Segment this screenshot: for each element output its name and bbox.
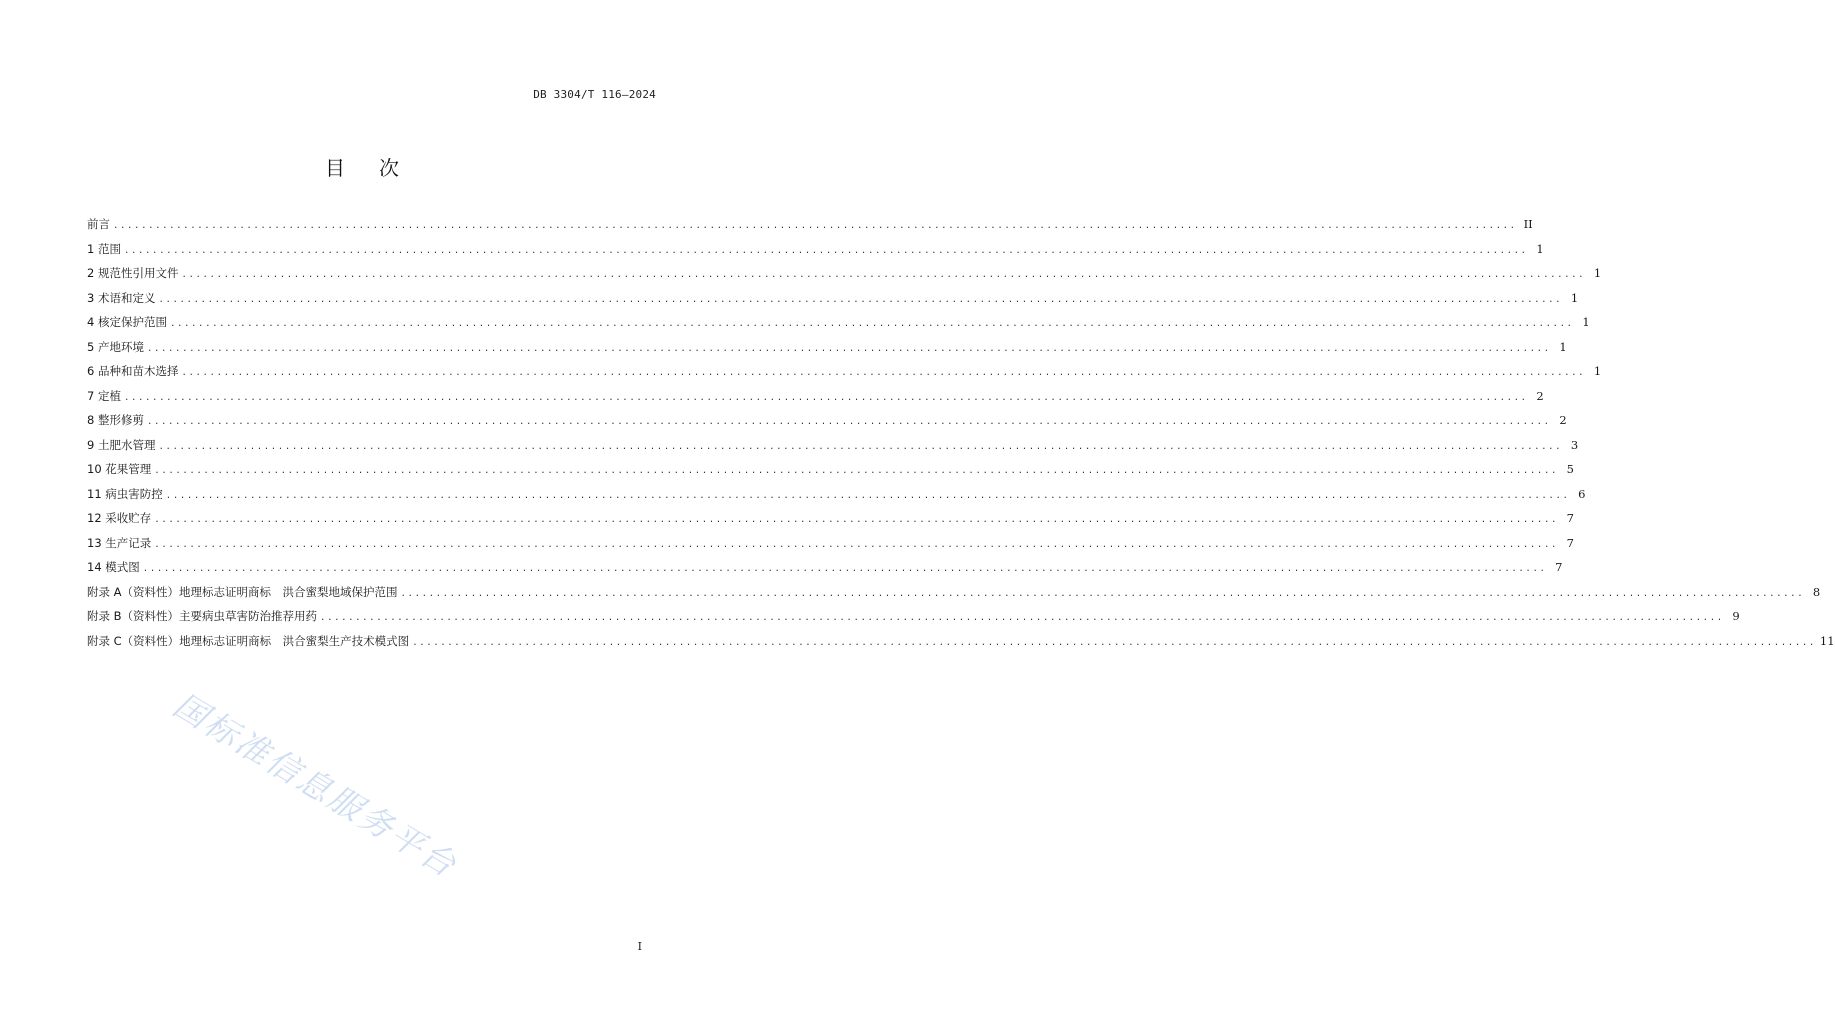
dot-leader: ........................................................................................................................................................................................................ [146, 343, 1551, 354]
dot-leader: ........................................................................................................................................................................................................ [169, 319, 1574, 329]
dot-leader: ........................................................................................................................................................................................................ [181, 368, 1586, 378]
toc-entry-page: 3 [1570, 437, 1579, 452]
dot-leader: ........................................................................................................................................................................................................ [123, 392, 1528, 403]
toc-entry[interactable] [87, 584, 1821, 609]
toc-entry-label: 5 产地环境 [87, 339, 144, 354]
toc-entry[interactable] [87, 510, 1574, 535]
dot-leader: ........................................................................................................................................................................................................ [320, 613, 1724, 623]
toc-entry[interactable] [87, 388, 1544, 413]
toc-entry-page: 7 [1555, 560, 1563, 574]
toc-entry[interactable] [87, 461, 1574, 486]
dot-leader: ........................................................................................................................................................................................................ [154, 466, 1558, 476]
document-code: DB 3304/T 116—2024 [533, 88, 656, 101]
toc-entry[interactable] [87, 290, 1579, 315]
toc-entry-page: 9 [1732, 609, 1740, 623]
toc-entry[interactable] [87, 314, 1590, 339]
dot-leader: ........................................................................................................................................................................................................ [123, 245, 1528, 256]
toc-entry-label: 附录 C（资料性）地理标志证明商标 洪合蜜梨生产技术模式图 [87, 633, 410, 648]
toc-entry-page: 5 [1566, 462, 1574, 476]
toc-entry-page: 7 [1566, 535, 1574, 550]
toc-entry-label: 14 模式图 [87, 560, 140, 574]
toc-entry-label: 3 术语和定义 [87, 290, 156, 305]
toc-entry-label: 13 生产记录 [87, 535, 152, 550]
toc-entry-label: 2 规范性引用文件 [87, 266, 179, 280]
toc-entry-page: 7 [1566, 511, 1574, 525]
toc-entry-label: 附录 A（资料性）地理标志证明商标 洪合蜜梨地域保护范围 [87, 584, 398, 599]
toc-entry[interactable] [87, 216, 1533, 241]
toc-entry-page: 1 [1593, 364, 1602, 378]
table-of-contents [87, 216, 1835, 657]
dot-leader: ........................................................................................................................................................................................................ [146, 417, 1551, 427]
toc-entry-label: 7 定植 [87, 388, 121, 403]
toc-entry-page: 1 [1536, 241, 1544, 256]
toc-entry-page: 2 [1536, 388, 1544, 403]
toc-entry-page: 1 [1570, 290, 1579, 305]
dot-leader: ........................................................................................................................................................................................................ [412, 637, 1816, 648]
toc-entry[interactable] [87, 437, 1579, 462]
toc-entry-page: II [1523, 217, 1533, 231]
toc-entry-label: 8 整形修剪 [87, 413, 144, 427]
title-char-2: 次 [379, 156, 399, 180]
toc-entry-page: 6 [1578, 486, 1586, 501]
toc-entry[interactable] [87, 363, 1602, 388]
dot-leader: ........................................................................................................................................................................................................ [158, 294, 1563, 305]
toc-entry[interactable] [87, 559, 1563, 584]
page-title [0, 152, 724, 181]
toc-entry[interactable] [87, 265, 1602, 290]
dot-leader: ........................................................................................................................................................................................................ [400, 588, 1805, 599]
toc-entry-label: 9 土肥水管理 [87, 437, 156, 452]
toc-entry[interactable] [87, 241, 1544, 266]
toc-entry-page: 2 [1559, 413, 1567, 427]
toc-entry-page: 1 [1559, 339, 1567, 354]
toc-entry-label: 4 核定保护范围 [87, 315, 167, 329]
dot-leader: ........................................................................................................................................................................................................ [113, 221, 1517, 231]
title-char-1: 目 [325, 156, 345, 180]
toc-entry-label: 前言 [87, 217, 110, 231]
toc-entry[interactable] [87, 535, 1574, 560]
toc-entry[interactable] [87, 339, 1567, 364]
toc-entry-label: 附录 B（资料性）主要病虫草害防治推荐用药 [87, 609, 318, 623]
watermark: 国标准信息服务平台 [166, 685, 465, 886]
dot-leader: ........................................................................................................................................................................................................ [165, 490, 1570, 501]
toc-entry-label: 6 品种和苗木选择 [87, 364, 179, 378]
dot-leader: ........................................................................................................................................................................................................ [158, 441, 1563, 452]
toc-entry[interactable] [87, 633, 1835, 658]
toc-entry-label: 10 花果管理 [87, 462, 152, 476]
toc-entry[interactable] [87, 608, 1740, 633]
toc-entry-page: 11 [1819, 633, 1835, 648]
dot-leader: ........................................................................................................................................................................................................ [154, 515, 1558, 525]
toc-entry-label: 11 病虫害防控 [87, 486, 163, 501]
toc-entry-page: 1 [1593, 266, 1602, 280]
toc-entry-page: 1 [1582, 315, 1590, 329]
toc-entry-label: 12 采收贮存 [87, 511, 152, 525]
dot-leader: ........................................................................................................................................................................................................ [154, 539, 1558, 550]
toc-entry-label: 1 范围 [87, 241, 121, 256]
toc-entry[interactable] [87, 486, 1586, 511]
toc-entry-page: 8 [1812, 584, 1821, 599]
dot-leader: ........................................................................................................................................................................................................ [142, 564, 1547, 574]
toc-entry[interactable] [87, 412, 1567, 437]
dot-leader: ........................................................................................................................................................................................................ [181, 270, 1586, 280]
page-number: I [637, 940, 642, 953]
